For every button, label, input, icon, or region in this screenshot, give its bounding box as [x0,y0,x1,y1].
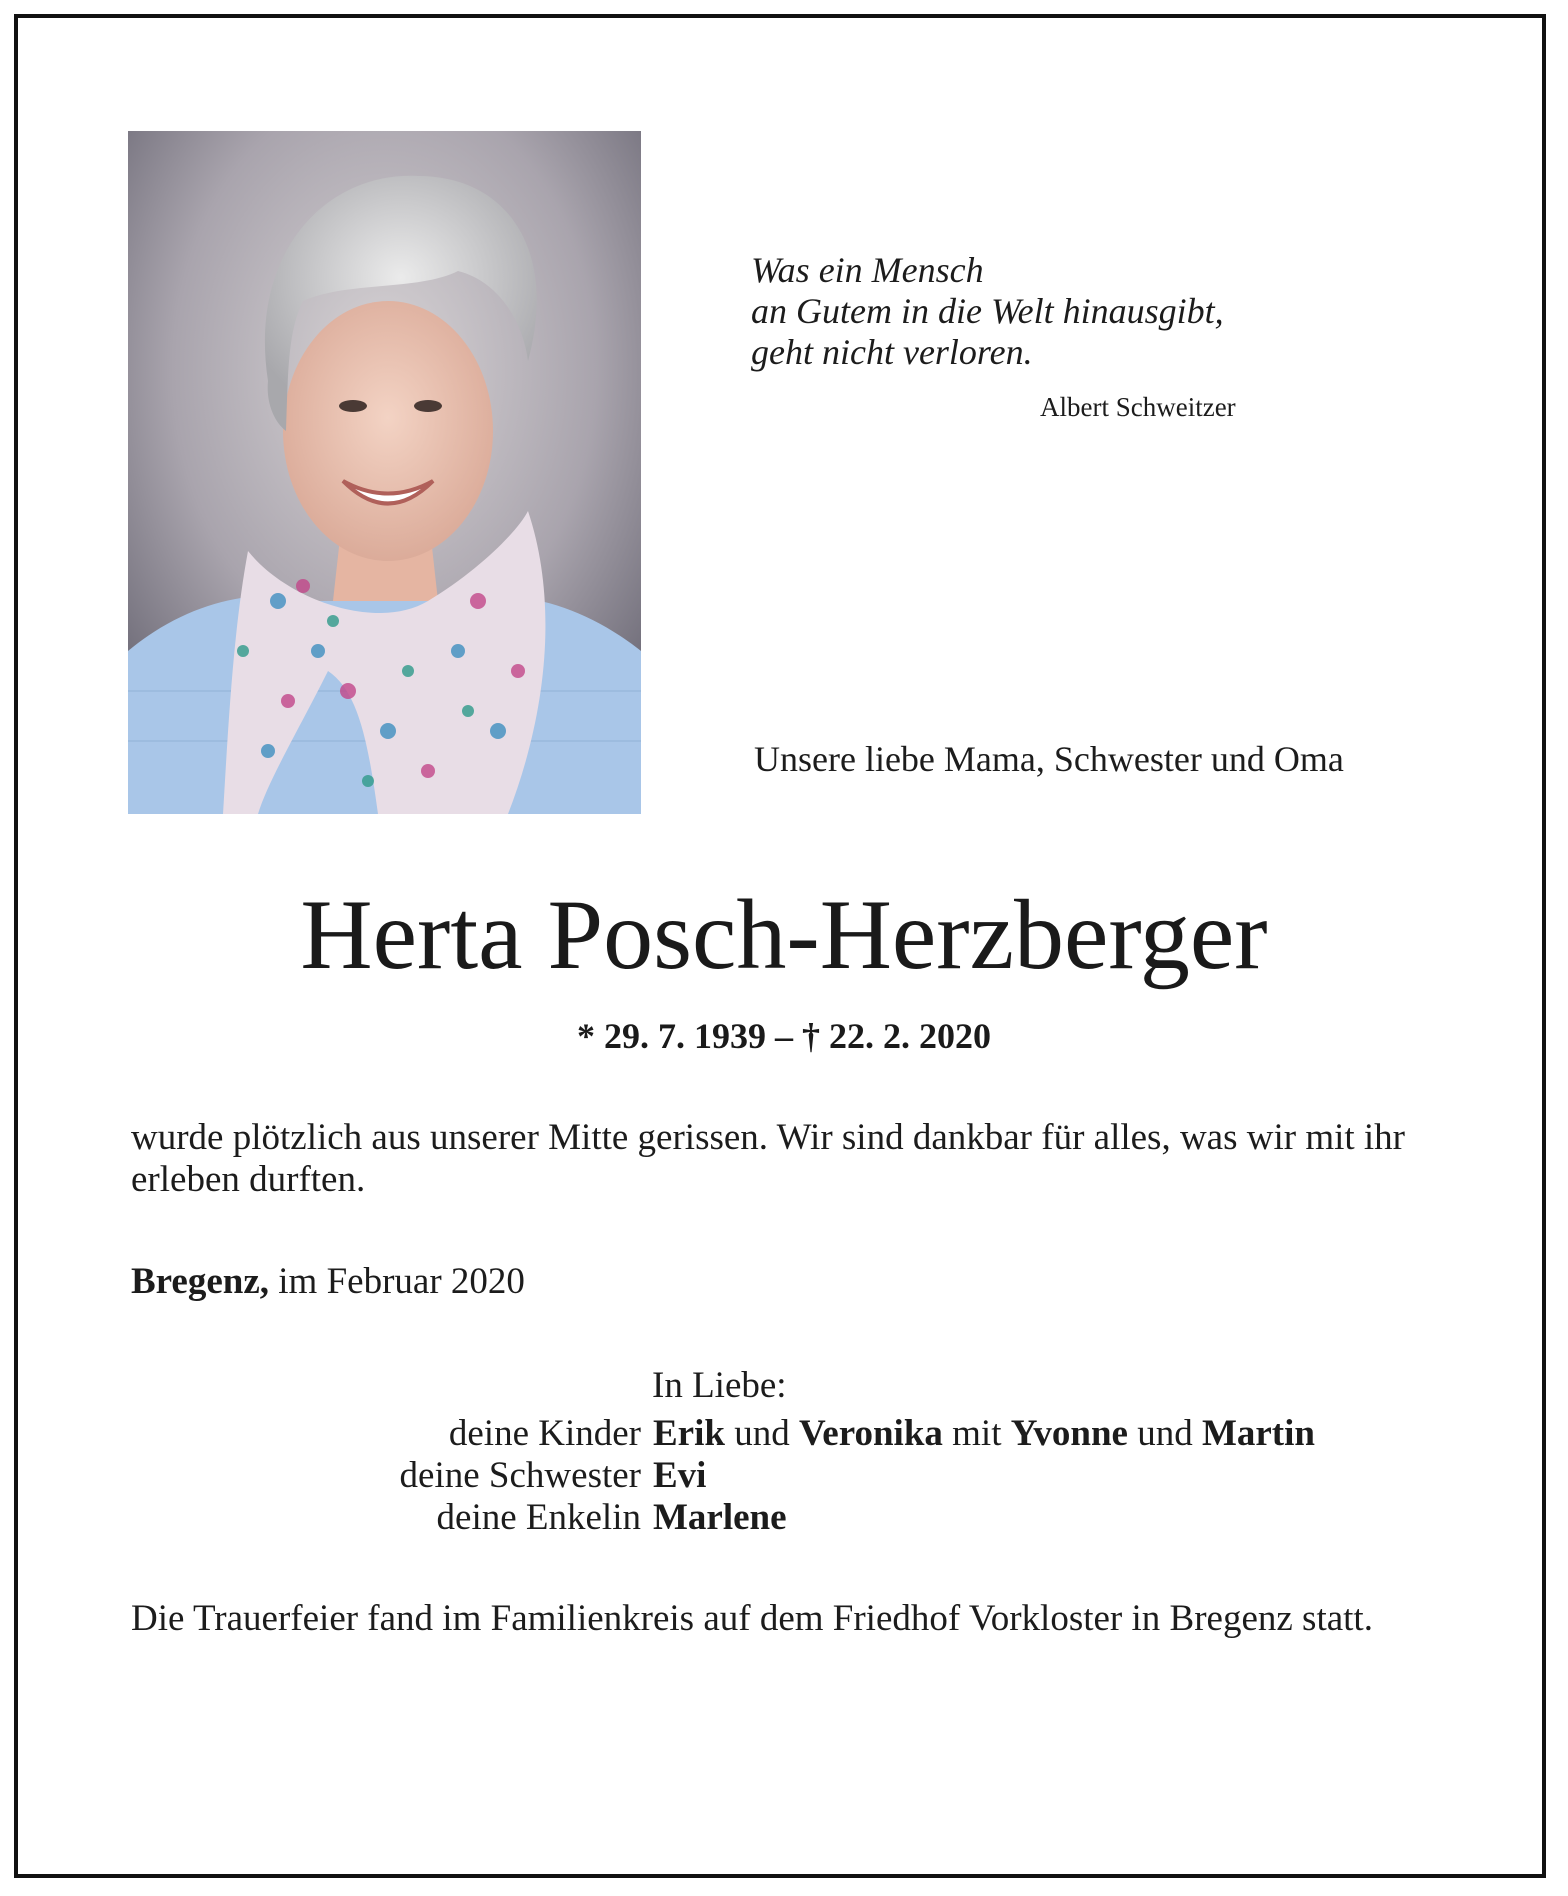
life-dates: * 29. 7. 1939 – † 22. 2. 2020 [577,1016,991,1056]
family-names [653,1497,787,1539]
family-name: Erik [653,1413,725,1454]
family-names [653,1455,706,1497]
family-conjunction: mit [952,1413,1002,1454]
family-relation: deine Schwester [399,1455,641,1496]
family-name: Evi [653,1455,707,1496]
quote-line: geht nicht verloren. [751,332,1033,372]
love-heading: In Liebe: [652,1365,787,1406]
quote [751,250,1311,373]
portrait-photo [128,131,641,814]
ceremony-text: Die Trauerfeier fand im Familienkreis auf dem Friedhof Vorkloster in Bregenz statt. [131,1598,1373,1639]
quote-line: Was ein Mensch [751,250,984,290]
family-list [131,1413,1437,1539]
family-row-children [131,1413,1437,1455]
deceased-name: Herta Posch-Herzberger [300,879,1268,990]
quote-author: Albert Schweitzer [1040,392,1236,422]
family-name: Martin [1201,1413,1315,1454]
place-date [131,1260,525,1303]
family-row-sister [131,1455,1437,1497]
family-names [653,1413,1315,1455]
message-text: wurde plötzlich aus unserer Mitte gerissen. Wir sind dankbar für alles, was wir mit ihr erleben durften. [131,1117,1406,1200]
family-name: Veronika [798,1413,943,1454]
family-row-granddaughter [131,1497,1437,1539]
quote-line: an Gutem in die Welt hinausgibt, [751,291,1224,331]
family-conjunction: und [1137,1413,1193,1454]
place-city: Bregenz, [131,1261,270,1302]
portrait-illustration [128,131,641,814]
family-conjunction: und [734,1413,790,1454]
place-month: im Februar 2020 [278,1261,525,1302]
intro-text: Unsere liebe Mama, Schwester und Oma [754,739,1344,779]
family-relation: deine Kinder [448,1413,641,1454]
family-name: Marlene [653,1497,787,1538]
family-name: Yvonne [1010,1413,1128,1454]
family-relation: deine Enkelin [436,1497,641,1538]
